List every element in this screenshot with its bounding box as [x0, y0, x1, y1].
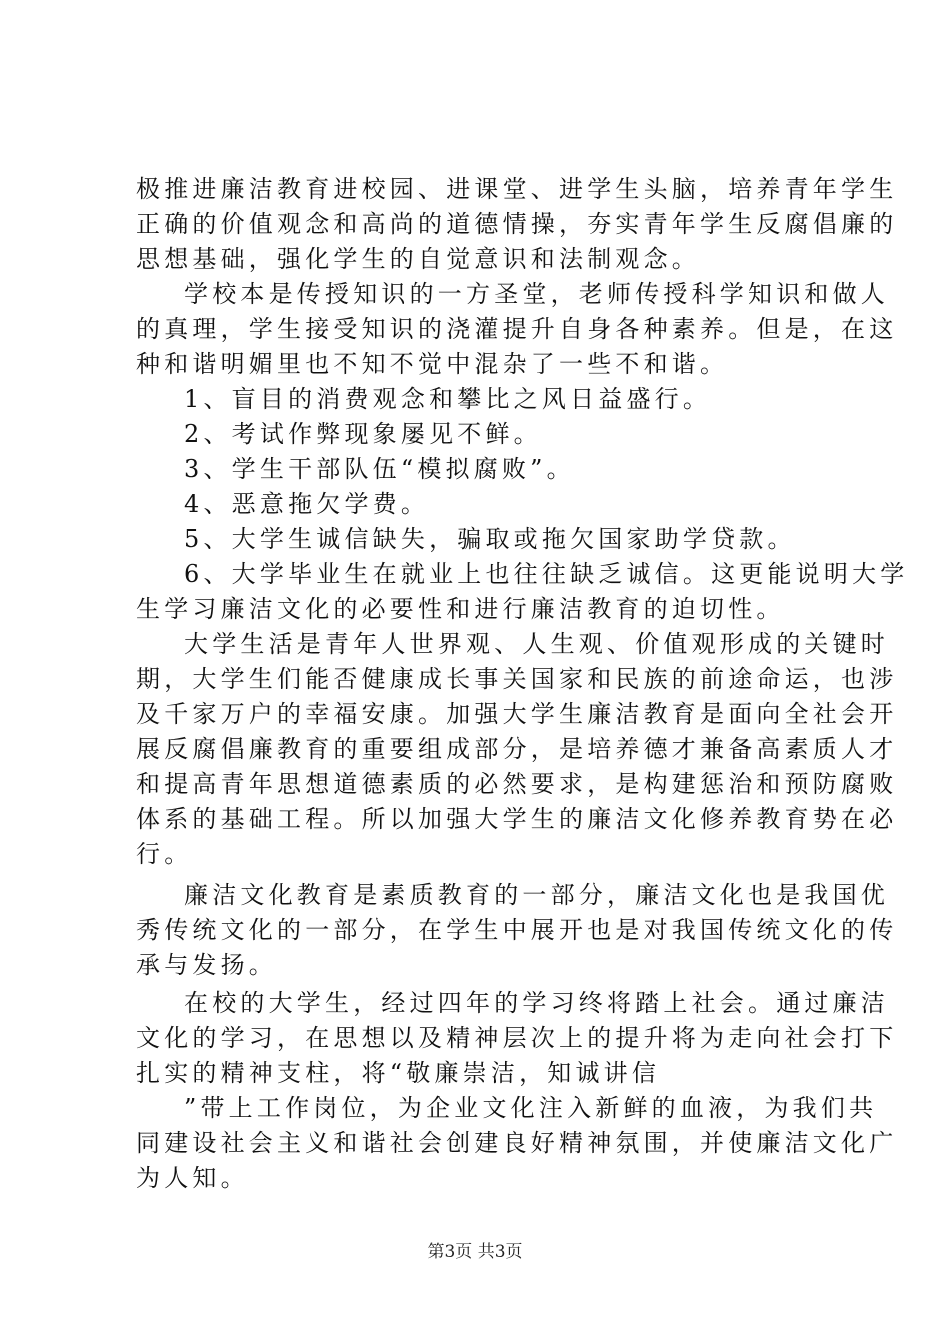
text-line: 和提高青年思想道德素质的必然要求，是构建惩治和预防腐败	[136, 770, 898, 798]
text-line: 2、考试作弊现象屡见不鲜。	[184, 420, 542, 448]
text-line: 及千家万户的幸福安康。加强大学生廉洁教育是面向全社会开	[136, 700, 898, 728]
text-line: 承与发扬。	[136, 951, 277, 979]
text-line: 体系的基础工程。所以加强大学生的廉洁文化修养教育势在必	[136, 805, 898, 833]
text-line: 极推进廉洁教育进校园、进课堂、进学生头脑，培养青年学生	[136, 175, 898, 203]
text-line: 6、大学毕业生在就业上也往往缺乏诚信。这更能说明大学	[184, 560, 909, 588]
page-number-footer: 第3页 共3页	[427, 1242, 523, 1262]
text-line: 生学习廉洁文化的必要性和进行廉洁教育的迫切性。	[136, 595, 785, 623]
text-line: 同建设社会主义和谐社会创建良好精神氛围，并使廉洁文化广	[136, 1129, 898, 1157]
text-line: 5、大学生诚信缺失，骗取或拖欠国家助学贷款。	[184, 525, 796, 553]
text-line: 展反腐倡廉教育的重要组成部分，是培养德才兼备高素质人才	[136, 735, 898, 763]
text-line: 行。	[136, 840, 193, 868]
text-line: 3、学生干部队伍“模拟腐败”。	[184, 455, 575, 483]
document-body	[136, 172, 909, 1196]
text-line: 思想基础，强化学生的自觉意识和法制观念。	[136, 245, 700, 273]
text-line: 的真理，学生接受知识的浇灌提升自身各种素养。但是，在这	[136, 315, 898, 343]
text-line: 正确的价值观念和高尚的道德情操，夯实青年学生反腐倡廉的	[136, 210, 898, 238]
text-line: 期，大学生们能否健康成长事关国家和民族的前途命运，也涉	[136, 665, 898, 693]
text-line: 为人知。	[136, 1164, 249, 1192]
text-line: 廉洁文化教育是素质教育的一部分，廉洁文化也是我国优	[184, 881, 889, 909]
text-line: 学校本是传授知识的一方圣堂，老师传授科学知识和做人	[184, 280, 889, 308]
text-line: 秀传统文化的一部分，在学生中展开也是对我国传统文化的传	[136, 916, 898, 944]
text-line: ”带上工作岗位，为企业文化注入新鲜的血液，为我们共	[184, 1094, 878, 1122]
text-line: 在校的大学生，经过四年的学习终将踏上社会。通过廉洁	[184, 989, 889, 1017]
text-line: 种和谐明媚里也不知不觉中混杂了一些不和谐。	[136, 350, 729, 378]
text-line: 大学生活是青年人世界观、人生观、价值观形成的关键时	[184, 630, 889, 658]
text-line: 1、盲目的消费观念和攀比之风日益盛行。	[184, 385, 712, 413]
text-line: 扎实的精神支柱，将“敬廉崇洁，知诚讲信	[136, 1059, 661, 1087]
text-line: 4、恶意拖欠学费。	[184, 490, 430, 518]
text-line: 文化的学习，在思想以及精神层次上的提升将为走向社会打下	[136, 1024, 898, 1052]
